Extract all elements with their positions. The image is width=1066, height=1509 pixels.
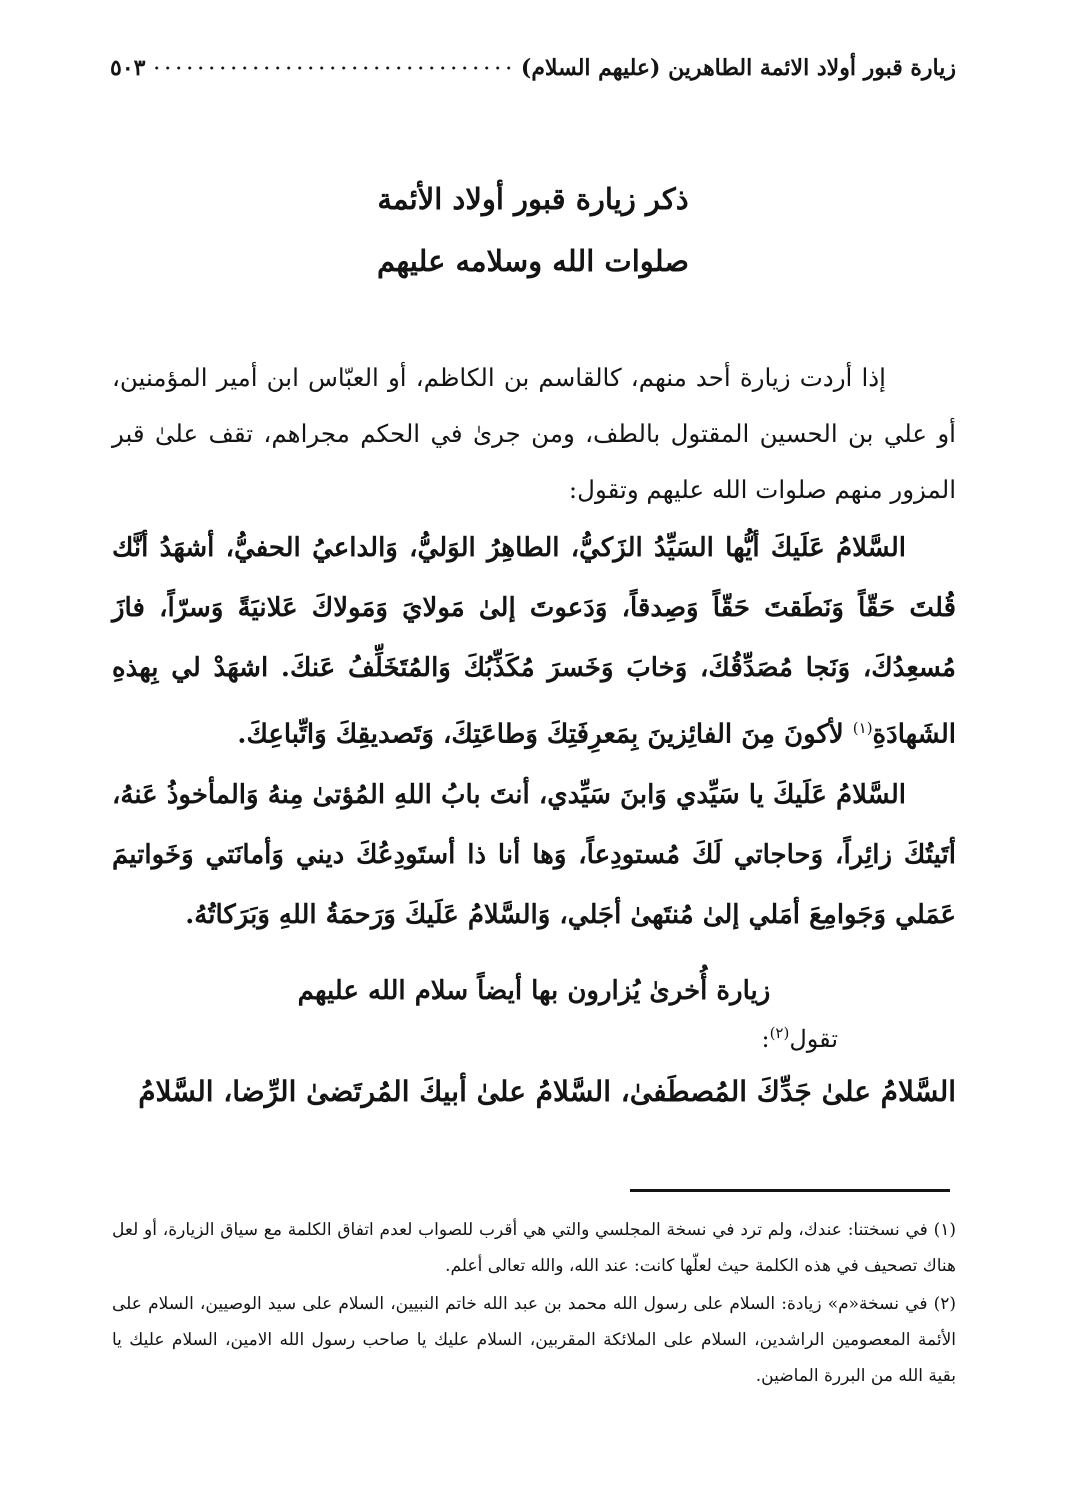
footnotes bbox=[112, 1212, 956, 1396]
footnote-1 bbox=[112, 1212, 956, 1284]
footnote-ref-2: (٢) bbox=[769, 1023, 790, 1042]
footnote-ref-1: (١) bbox=[852, 719, 873, 737]
taqul-colon: : bbox=[761, 1024, 770, 1053]
closing-salam-line: السَّلامُ علىٰ جَدِّكَ المُصطَفىٰ، السَّلامُ علىٰ أبيكَ المُرتَضىٰ الرِّضا، السَّلامُ bbox=[138, 1074, 956, 1108]
body-text bbox=[112, 350, 956, 1125]
section-heading bbox=[110, 168, 956, 292]
footnote-2 bbox=[112, 1286, 956, 1394]
heading-line-1: ذكر زيارة قبور أولاد الأئمة bbox=[377, 182, 689, 216]
heading-line-2: صلوات الله وسلامه عليهم bbox=[377, 244, 689, 278]
footnote-separator bbox=[630, 1189, 950, 1192]
salam-paragraph-1-end: لأكونَ مِنَ الفائِزينَ بِمَعرِفَتِكَ وَطاعَتِكَ، وَتَصديقِكَ وَاتِّباعِكَ. bbox=[237, 719, 853, 750]
footnote-2-text: في نسخة«م» زيادة: السلام على رسول الله محمد بن عبد الله خاتم النبيين، السلام على سيد الوصيين، السلام على الأئمة المعصومين الراشدين، السلام على الملائكة المقربين، السلام عليك يا صاحب رسول الله الامين، السلام عليك يا بقية الله من البررة الماضين. bbox=[112, 1294, 956, 1386]
taqul-word: تقول bbox=[789, 1024, 838, 1053]
salam-paragraph-2: السَّلامُ عَلَيكَ يا سَيِّدي وَابنَ سَيِّدي، أنتَ بابُ اللهِ المُؤتىٰ مِنهُ وَالمأخوذُ عَنهُ، أتَيتُكَ زائِراً، وَحاجاتي لَكَ مُستودِعاً، وَها أنا ذا أستَودِعُكَ ديني وَأمانَتي وَخَواتيمَ عَمَلي وَجَوامِعَ أمَلي إلىٰ مُنتَهىٰ أجَلي، وَالسَّلامُ عَلَيكَ وَرَحمَةُ اللهِ وَبَرَكاتُهُ. bbox=[112, 779, 956, 930]
footnote-1-number: (١) bbox=[933, 1220, 957, 1240]
ziyara-subheading: زيارة أُخرىٰ يُزارون بها أيضاً سلام الله عليهم bbox=[297, 975, 771, 1006]
salam-paragraph-1-text: السَّلامُ عَلَيكَ أيُّها السَيِّدُ الزَكيُّ، الطاهِرُ الوَليُّ، وَالداعيُ الحفيُّ، أشهَدُ أنَّك قُلتَ حَقّاً وَنَطَقتَ حَقّاً وَصِدقاً، وَدَعوتَ إلىٰ مَولايَ وَمَولاكَ عَلانيَةً وَسرّاً، فازَ مُسعِدُكَ، وَنَجا مُصَدِّقُكَ، وَخابَ وَخَسرَ مُكَذِّبُكَ وَالمُتَخَلِّفُ عَنكَ. اشهَدْ لي بِهذهِ الشَهادَةِ bbox=[112, 533, 956, 750]
footnote-1-text: في نسختنا: عندك، ولم ترد في نسخة المجلسي والتي هي أقرب للصواب لعدم اتفاق الكلمة مع سياق الزيارة، أو لعل هناك تصحيف في هذه الكلمة حيث لعلّها كانت: عند الله، والله تعالى أعلم. bbox=[112, 1220, 956, 1276]
leader-dots bbox=[151, 65, 514, 71]
running-header bbox=[110, 48, 956, 88]
salam-paragraph-1 bbox=[112, 518, 956, 765]
page-number: ٥٠٣ bbox=[110, 55, 146, 81]
running-title: زيارة قبور أولاد الائمة الطاهرين (عليهم السلام) bbox=[520, 55, 956, 81]
intro-paragraph: إذا أردت زيارة أحد منهم، كالقاسم بن الكاظم، أو العبّاس ابن أمير المؤمنين، أو علي بن الحسين المقتول بالطف، ومن جرىٰ في الحكم مجراهم، تقف علىٰ قبر المزور منهم صلوات الله عليهم وتقول: bbox=[112, 363, 956, 504]
taqul-line bbox=[112, 1013, 956, 1059]
footnote-2-number: (٢) bbox=[933, 1294, 956, 1314]
